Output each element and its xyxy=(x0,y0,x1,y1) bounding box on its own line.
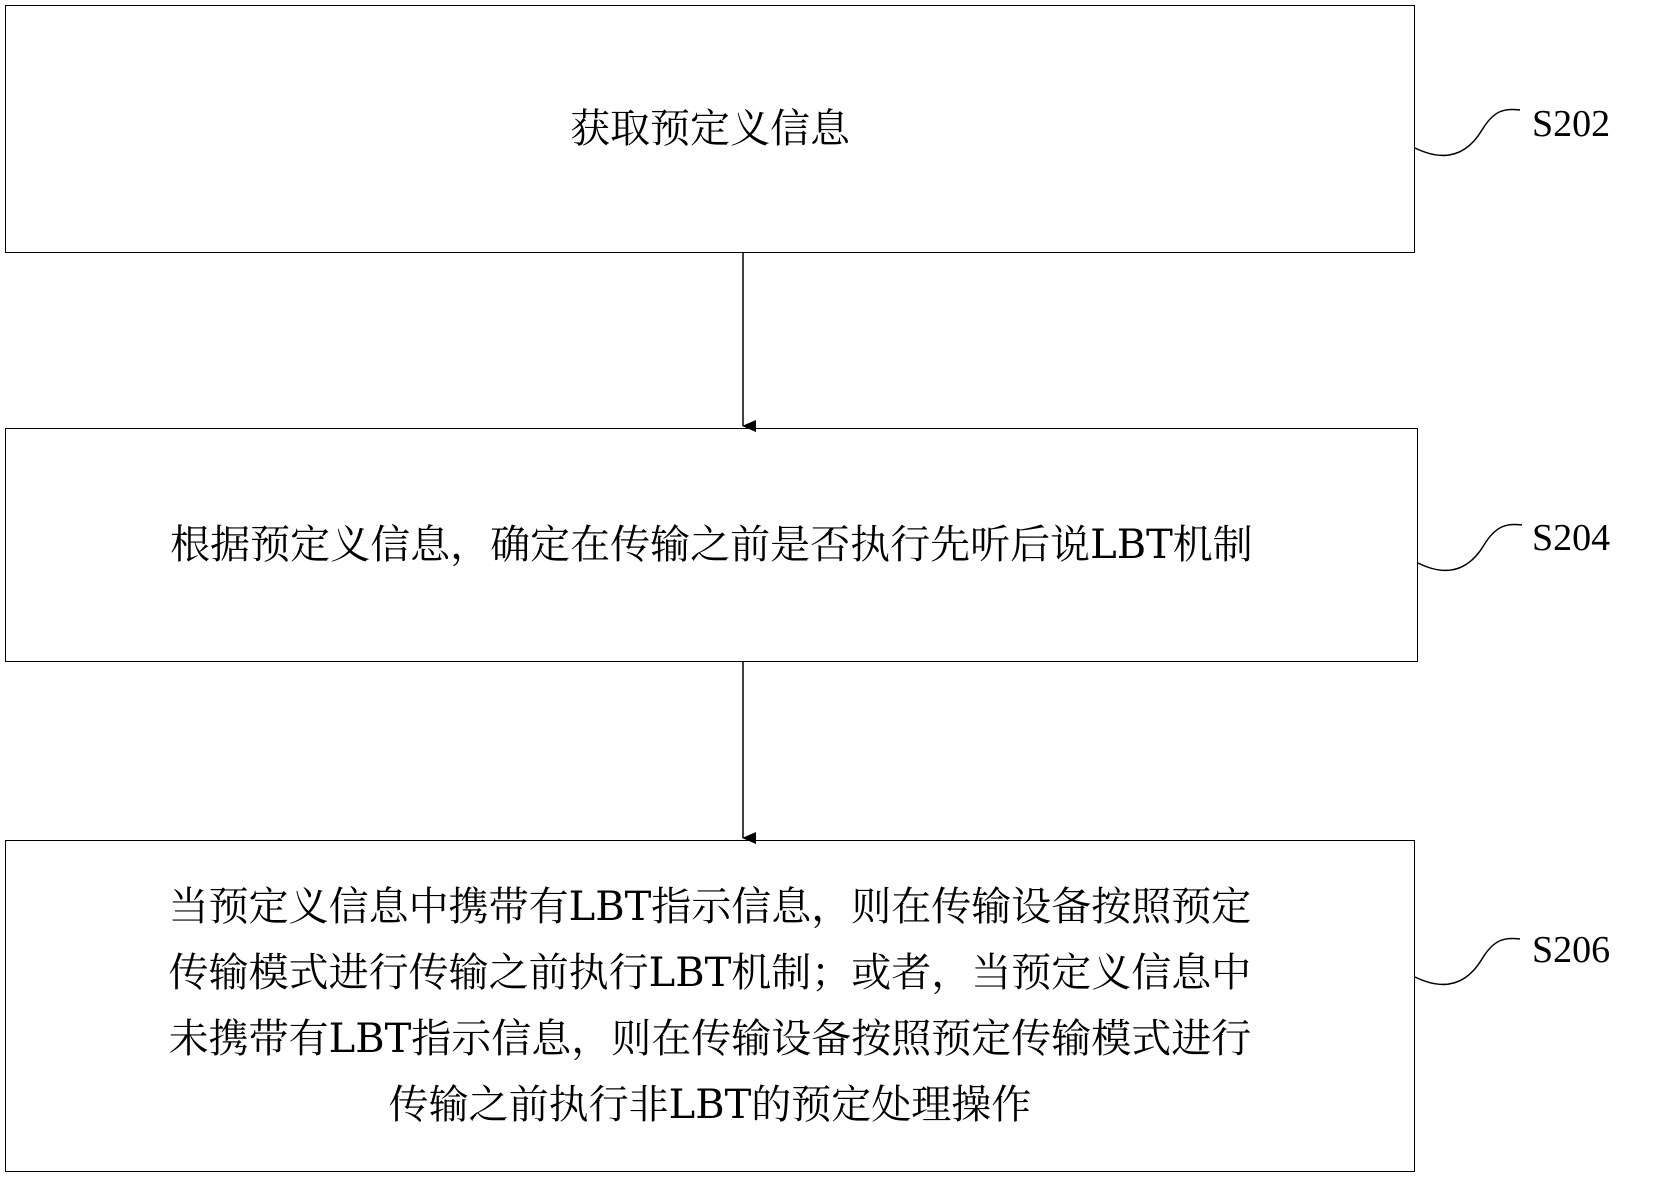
step-text-s206-line-4: 传输之前执行非LBT的预定处理操作 xyxy=(388,1082,1032,1128)
step-text-s204: 根据预定义信息，确定在传输之前是否执行先听后说LBT机制 xyxy=(170,522,1253,568)
step-label-s206: S206 xyxy=(1532,929,1611,971)
leader-line-s202 xyxy=(1415,109,1520,155)
leader-line-s204 xyxy=(1418,524,1522,570)
step-text-s202: 获取预定义信息 xyxy=(570,106,850,152)
step-label-s204: S204 xyxy=(1532,517,1611,559)
step-label-s202: S202 xyxy=(1532,103,1611,145)
step-text-s206-line-1: 当预定义信息中携带有LBT指示信息，则在传输设备按照预定 xyxy=(168,884,1252,930)
step-text-s206-line-2: 传输模式进行传输之前执行LBT机制；或者，当预定义信息中 xyxy=(168,950,1252,996)
step-text-s206-line-3: 未携带有LBT指示信息，则在传输设备按照预定传输模式进行 xyxy=(168,1016,1252,1062)
leader-line-s206 xyxy=(1415,938,1520,984)
